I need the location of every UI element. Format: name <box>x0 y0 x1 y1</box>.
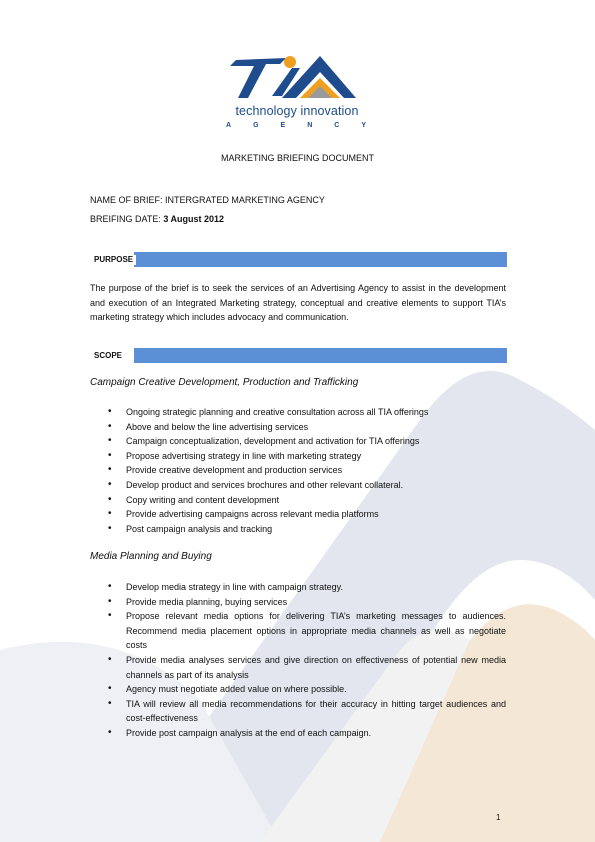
list-item: • Provide media planning, buying services <box>108 595 506 610</box>
page-number: 1 <box>496 813 501 822</box>
purpose-text: The purpose of the brief is to seek the services of an Advertising Agency to assist in the development and execution of an Integrated Marketing strategy, conceptual and creative elements to support TIA’s marketing strategy which includes advocacy and communication. <box>90 283 506 322</box>
logo-letter: N <box>307 122 313 129</box>
campaign-list <box>108 405 506 536</box>
list-item: • Copy writing and content development <box>108 493 506 508</box>
list-item: • Post campaign analysis and tracking <box>108 522 506 537</box>
document-title: MARKETING BRIEFING DOCUMENT <box>220 153 374 163</box>
brief-date-value: 3 August 2012 <box>163 214 225 224</box>
list-item: • Propose relevant media options for delivering TIA’s marketing messages to audiences. Recommend media placement options in appropriate media channels as well as negotiate costs <box>108 609 506 653</box>
list-item: • Provide creative development and production services <box>108 463 506 478</box>
logo-letter: C <box>334 122 340 129</box>
logo-letter: G <box>253 122 259 129</box>
list-item: • TIA will review all media recommendations for their accuracy in hitting target audiences and cost-effectiveness <box>108 697 506 726</box>
logo-wordmark: technology innovation <box>235 104 359 118</box>
list-item: • Develop media strategy in line with campaign strategy. <box>108 580 506 595</box>
brief-name-label: NAME OF BRIEF: <box>90 195 166 205</box>
purpose-heading-bar <box>89 252 507 267</box>
logo-agency <box>226 122 366 129</box>
purpose-heading: PURPOSE <box>91 255 136 265</box>
brief-name <box>90 195 325 205</box>
list-item: • Provide media analyses services and give direction on effectiveness of potential new media channels as part of its analysis <box>108 653 506 682</box>
list-item: • Agency must negotiate added value on where possible. <box>108 682 506 697</box>
section-title-campaign: Campaign Creative Development, Production and Trafficking <box>90 377 359 388</box>
brief-date-label: BREIFING DATE: <box>90 214 164 224</box>
list-item: • Provide post campaign analysis at the end of each campaign. <box>108 726 506 741</box>
media-list <box>108 580 506 741</box>
section-title-media: Media Planning and Buying <box>90 551 212 562</box>
list-item: • Propose advertising strategy in line with marketing strategy <box>108 449 506 464</box>
scope-heading: SCOPE <box>91 351 125 361</box>
logo-letter: E <box>280 122 286 129</box>
logo-letter: A <box>226 122 232 129</box>
list-item: • Provide advertising campaigns across relevant media platforms <box>108 507 506 522</box>
logo-letter: Y <box>361 122 366 129</box>
list-item: • Ongoing strategic planning and creative consultation across all TIA offerings <box>108 405 506 420</box>
list-item: • Develop product and services brochures and other relevant collateral. <box>108 478 506 493</box>
brief-name-value: INTERGRATED MARKETING AGENCY <box>165 195 325 205</box>
brief-date <box>90 214 224 224</box>
list-item: • Campaign conceptualization, development and activation for TIA offerings <box>108 434 506 449</box>
scope-heading-bar <box>89 348 507 363</box>
list-item: • Above and below the line advertising services <box>108 420 506 435</box>
